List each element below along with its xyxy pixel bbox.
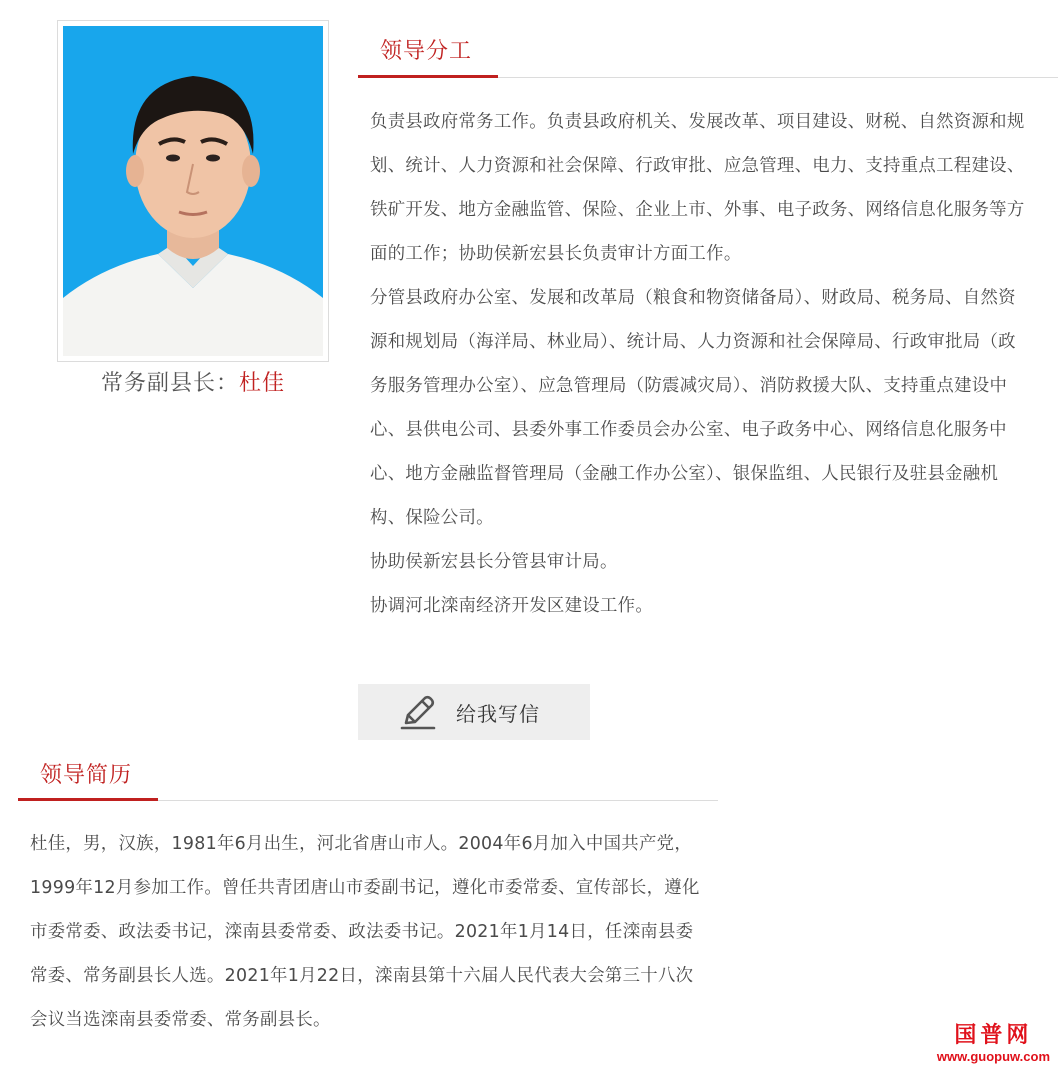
duty-paragraph: 协助侯新宏县长分管县审计局。 [370, 552, 618, 572]
section-title-underline [358, 75, 498, 78]
duty-text [370, 100, 1032, 628]
portrait-frame [57, 20, 329, 362]
leader-caption [57, 366, 329, 397]
bio-section-header [18, 756, 718, 804]
bio-text [30, 822, 710, 1042]
bio-paragraph: 杜佳，男，汉族，1981年6月出生，河北省唐山市人。2004年6月加入中国共产党，1999年12月参加工作。曾任共青团唐山市委副书记，遵化市委常委、宣传部长，遵化市委常委、政法委书记，滦南县委常委、政法委书记。2021年1月14日，任滦南县委常委、常务副县长人选。2021年1月22日，滦南县第十六届人民代表大会第三十八次会议当选滦南县委常委、常务副县长。 [30, 834, 700, 1030]
portrait-photo [63, 26, 323, 356]
pencil-icon [398, 692, 438, 732]
write-letter-button[interactable] [358, 684, 590, 740]
watermark-url: www.guopuw.com [936, 1049, 1050, 1064]
duty-section-header [358, 32, 1058, 80]
write-letter-label: 给我写信 [456, 701, 540, 726]
duty-paragraph: 负责县政府常务工作。负责县政府机关、发展改革、项目建设、财税、自然资源和规划、统计、人力资源和社会保障、行政审批、应急管理、电力、支持重点工程建设、铁矿开发、地方金融监管、保险、企业上市、外事、电子政务、网络信息化服务等方面的工作；协助侯新宏县长负责审计方面工作。 [370, 112, 1025, 264]
leader-name: 杜佳 [239, 371, 286, 396]
bio-section-title: 领导简历 [40, 763, 133, 788]
duty-paragraph: 分管县政府办公室、发展和改革局（粮食和物资储备局）、财政局、税务局、自然资源和规划局（海洋局、林业局）、统计局、人力资源和社会保障局、行政审批局（政务服务管理办公室）、应急管理局（防震减灾局）、消防救援大队、支持重点建设中心、县供电公司、县委外事工作委员会办公室、电子政务中心、网络信息化服务中心、地方金融监督管理局（金融工作办公室）、银保监组、人民银行及驻县金融机构、保险公司。 [370, 288, 1016, 528]
site-watermark [937, 1018, 1050, 1064]
leader-position: 常务副县长： [100, 371, 239, 396]
duty-paragraph: 协调河北滦南经济开发区建设工作。 [370, 596, 654, 616]
section-title-underline [18, 798, 158, 801]
watermark-logo-text: 国普网 [954, 1022, 1033, 1048]
duty-section-title: 领导分工 [380, 39, 473, 64]
